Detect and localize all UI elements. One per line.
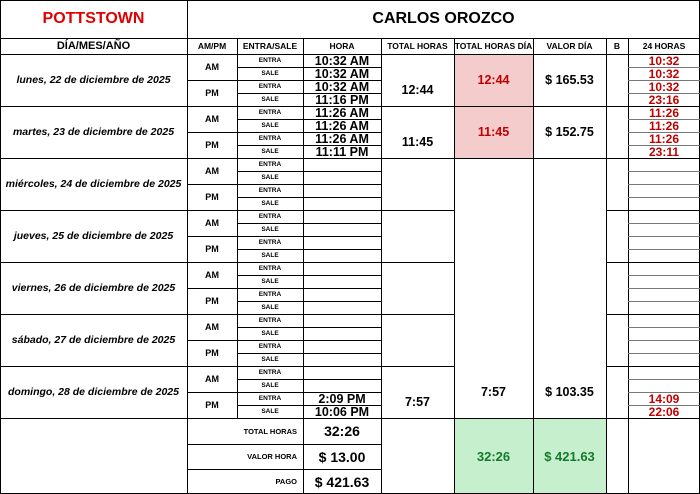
grid-line <box>628 223 700 224</box>
grid-line <box>237 80 381 81</box>
grid-line <box>628 418 629 494</box>
am-label: AM <box>205 62 219 72</box>
entra-label: ENTRA <box>258 317 282 324</box>
total-day-cell: 7:57 <box>480 385 507 399</box>
time-cell[interactable]: 10:32 AM <box>314 54 370 67</box>
time-cell[interactable]: 11:26 AM <box>315 132 369 145</box>
time-cell[interactable] <box>303 184 381 197</box>
grid-line <box>187 132 237 133</box>
sale-label: SALE <box>261 70 279 77</box>
employee-name: CARLOS OROZCO <box>372 10 515 27</box>
entra-label: ENTRA <box>258 57 282 64</box>
total-day-cell: 12:44 <box>477 73 510 87</box>
h24-cell <box>628 340 700 353</box>
am-label: AM <box>205 322 219 332</box>
h24-cell <box>628 249 700 262</box>
grid-line <box>454 158 606 159</box>
grid-line <box>381 418 382 494</box>
grid-line <box>303 418 304 494</box>
am-label: AM <box>205 114 219 124</box>
time-cell[interactable]: 2:09 PM <box>318 392 366 405</box>
header-day-value: VALOR DÍA <box>546 41 593 51</box>
header-ampm: AM/PM <box>197 41 227 51</box>
total-hours-cell: 7:57 <box>404 395 431 410</box>
entra-label: ENTRA <box>258 291 282 298</box>
h24-cell: 11:26 <box>648 106 680 119</box>
header-total-hours: TOTAL HORAS <box>387 41 448 51</box>
grid-line <box>628 93 700 94</box>
grid-line <box>237 145 381 146</box>
sale-label: SALE <box>261 304 279 311</box>
pm-label: PM <box>205 140 219 150</box>
grid-line <box>628 119 700 120</box>
h24-cell <box>628 301 700 314</box>
total-hours-cell <box>381 184 454 205</box>
h24-cell: 10:32 <box>648 67 680 80</box>
grid-line <box>606 38 607 418</box>
pm-label: PM <box>205 244 219 254</box>
day-value-cell <box>533 262 606 314</box>
time-cell[interactable]: 11:26 AM <box>315 106 369 119</box>
grid-line <box>0 158 454 159</box>
time-cell[interactable] <box>303 366 381 379</box>
sale-label: SALE <box>261 174 279 181</box>
grid-line <box>187 236 237 237</box>
grid-line <box>0 366 454 367</box>
h24-cell <box>628 379 700 392</box>
sale-label: SALE <box>261 278 279 285</box>
h24-cell: 23:16 <box>648 93 680 106</box>
h24-cell <box>628 327 700 340</box>
time-cell[interactable] <box>303 327 381 340</box>
grid-line <box>0 210 454 211</box>
grid-line <box>0 314 454 315</box>
h24-cell <box>628 288 700 301</box>
grid-line <box>237 197 381 198</box>
grid-line <box>0 0 1 494</box>
sale-label: SALE <box>261 252 279 259</box>
total-hours-label: TOTAL HORAS <box>243 426 297 436</box>
entra-label: ENTRA <box>258 109 282 116</box>
time-cell[interactable] <box>303 353 381 366</box>
grid-line <box>237 171 381 172</box>
time-cell[interactable] <box>303 210 381 223</box>
grid-line <box>628 38 629 418</box>
day-value-cell <box>533 314 606 366</box>
h24-cell <box>628 366 700 379</box>
time-cell[interactable]: 11:16 PM <box>315 93 369 106</box>
header-total-day: TOTAL HORAS DÍA <box>454 41 533 51</box>
total-day-cell <box>454 158 533 210</box>
h24-cell: 22:06 <box>648 405 680 418</box>
grid-line <box>628 275 700 276</box>
h24-cell <box>628 184 700 197</box>
grid-line <box>606 54 700 55</box>
grid-line <box>628 249 700 250</box>
grid-line <box>237 249 381 250</box>
entra-label: ENTRA <box>258 187 282 194</box>
time-cell[interactable]: 10:32 AM <box>314 80 370 93</box>
grid-line <box>237 38 238 418</box>
grid-line <box>628 392 700 393</box>
grid-line <box>606 106 700 107</box>
total-hours-value: 32:26 <box>324 423 360 439</box>
grid-line <box>237 93 381 94</box>
total-day-cell: 11:45 <box>477 125 510 139</box>
h24-cell <box>628 353 700 366</box>
location-title: POTTSTOWN <box>42 10 145 27</box>
grid-line <box>628 379 700 380</box>
grid-line <box>187 0 188 494</box>
header-h24: 24 HORAS <box>642 41 686 51</box>
day-value-cell <box>533 158 606 210</box>
grid-line <box>0 262 454 263</box>
grid-line <box>187 444 381 445</box>
grid-line <box>187 80 237 81</box>
h24-cell <box>628 262 700 275</box>
grid-line <box>187 469 381 470</box>
day-date: sábado, 27 de diciembre de 2025 <box>11 334 176 346</box>
h24-cell <box>628 158 700 171</box>
sale-label: SALE <box>261 356 279 363</box>
grid-line <box>187 340 237 341</box>
time-cell[interactable] <box>303 314 381 327</box>
entra-label: ENTRA <box>258 83 282 90</box>
rate-label: VALOR HORA <box>247 452 297 461</box>
pay-label: PAGO <box>275 477 297 486</box>
grid-line <box>187 184 237 185</box>
day-value-cell: $ 152.75 <box>545 125 594 139</box>
entra-label: ENTRA <box>258 369 282 376</box>
grid-line <box>237 184 381 185</box>
grid-line <box>187 288 237 289</box>
day-value-cell: $ 165.53 <box>545 73 594 87</box>
day-date: domingo, 28 de diciembre de 2025 <box>8 386 179 398</box>
time-cell[interactable] <box>303 223 381 236</box>
grid-line <box>381 38 382 418</box>
pm-label: PM <box>205 192 219 202</box>
total-hours-cell <box>381 288 454 309</box>
time-cell[interactable]: 10:06 PM <box>314 405 370 418</box>
grid-line <box>606 418 607 494</box>
summary-total-hours: 32:26 <box>476 448 511 464</box>
header-inout: ENTRA/SALE <box>242 41 298 51</box>
time-cell[interactable] <box>303 236 381 249</box>
time-cell[interactable] <box>303 340 381 353</box>
h24-cell <box>628 197 700 210</box>
entra-label: ENTRA <box>258 265 282 272</box>
grid-line <box>628 301 700 302</box>
am-label: AM <box>205 374 219 384</box>
grid-line <box>628 236 700 237</box>
grid-line <box>237 223 381 224</box>
h24-cell: 14:09 <box>648 392 680 405</box>
b-cell[interactable] <box>606 106 628 158</box>
time-cell[interactable]: 11:11 PM <box>315 145 369 158</box>
pm-label: PM <box>205 348 219 358</box>
time-cell[interactable] <box>303 262 381 275</box>
total-hours-cell: 11:45 <box>401 135 434 150</box>
time-cell[interactable] <box>303 197 381 210</box>
header-date: DÍA/MES/AÑO <box>56 40 131 52</box>
b-cell[interactable] <box>606 262 628 314</box>
sale-label: SALE <box>261 96 279 103</box>
grid-line <box>628 405 700 406</box>
pay-value: $ 421.63 <box>314 473 370 490</box>
grid-line <box>606 262 700 263</box>
header-b: B <box>613 41 621 51</box>
h24-cell <box>628 236 700 249</box>
time-cell[interactable] <box>303 275 381 288</box>
grid-line <box>303 38 304 418</box>
grid-line <box>0 54 454 55</box>
h24-cell: 11:26 <box>648 119 680 132</box>
grid-line <box>533 418 534 494</box>
rate-value: $ 13.00 <box>318 448 366 465</box>
am-label: AM <box>205 270 219 280</box>
entra-label: ENTRA <box>258 135 282 142</box>
grid-line <box>454 38 455 418</box>
h24-cell <box>628 171 700 184</box>
header-hour: HORA <box>329 41 355 51</box>
sale-label: SALE <box>261 122 279 129</box>
grid-line <box>628 327 700 328</box>
grid-line <box>628 197 700 198</box>
entra-label: ENTRA <box>258 161 282 168</box>
h24-cell: 10:32 <box>648 80 680 93</box>
pm-label: PM <box>205 400 219 410</box>
sale-label: SALE <box>261 330 279 337</box>
sale-label: SALE <box>261 408 279 415</box>
grid-line <box>533 38 534 418</box>
grid-line <box>237 327 381 328</box>
grid-line <box>237 405 381 406</box>
day-date: martes, 23 de diciembre de 2025 <box>12 126 175 138</box>
grid-line <box>628 353 700 354</box>
h24-cell: 23:11 <box>648 145 680 158</box>
sale-label: SALE <box>261 148 279 155</box>
sale-label: SALE <box>261 382 279 389</box>
day-value-cell <box>533 210 606 262</box>
grid-line <box>237 340 381 341</box>
total-day-cell <box>454 210 533 262</box>
grid-line <box>237 392 381 393</box>
grid-line <box>628 184 700 185</box>
grid-line <box>606 314 700 315</box>
grid-line <box>237 119 381 120</box>
grid-line <box>187 392 237 393</box>
grid-line <box>237 67 381 68</box>
total-hours-cell <box>381 340 454 361</box>
time-cell[interactable] <box>303 301 381 314</box>
grid-line <box>606 210 700 211</box>
sale-label: SALE <box>261 200 279 207</box>
grid-line <box>628 132 700 133</box>
time-cell[interactable]: 11:26 AM <box>315 119 369 132</box>
grid-line <box>628 145 700 146</box>
time-cell[interactable] <box>303 288 381 301</box>
grid-line <box>237 301 381 302</box>
summary-total-value: $ 421.63 <box>544 448 595 464</box>
grid-line <box>454 54 606 55</box>
b-cell[interactable] <box>606 54 628 106</box>
entra-label: ENTRA <box>258 213 282 220</box>
grid-line <box>237 236 381 237</box>
total-hours-cell: 12:44 <box>401 83 434 98</box>
grid-line <box>628 288 700 289</box>
total-day-cell <box>454 262 533 314</box>
total-day-cell <box>454 314 533 366</box>
grid-line <box>237 353 381 354</box>
b-cell[interactable] <box>606 158 628 210</box>
grid-line <box>628 67 700 68</box>
total-hours-cell <box>381 236 454 257</box>
pm-label: PM <box>205 88 219 98</box>
grid-line <box>237 275 381 276</box>
grid-line <box>237 132 381 133</box>
am-label: AM <box>205 166 219 176</box>
b-cell[interactable] <box>606 314 628 366</box>
h24-cell <box>628 223 700 236</box>
b-cell[interactable] <box>606 366 628 418</box>
grid-line <box>0 38 700 39</box>
grid-line <box>606 366 700 367</box>
h24-cell <box>628 314 700 327</box>
h24-cell <box>628 210 700 223</box>
grid-line <box>454 418 455 494</box>
day-date: lunes, 22 de diciembre de 2025 <box>16 74 171 86</box>
h24-cell: 11:26 <box>648 132 680 145</box>
time-cell[interactable] <box>303 379 381 392</box>
time-cell[interactable] <box>303 158 381 171</box>
entra-label: ENTRA <box>258 239 282 246</box>
day-date: jueves, 25 de diciembre de 2025 <box>13 230 174 242</box>
sale-label: SALE <box>261 226 279 233</box>
grid-line <box>628 171 700 172</box>
grid-line <box>237 288 381 289</box>
b-cell[interactable] <box>606 210 628 262</box>
grid-line <box>0 0 700 1</box>
grid-line <box>237 379 381 380</box>
day-date: miércoles, 24 de diciembre de 2025 <box>5 178 182 190</box>
pm-label: PM <box>205 296 219 306</box>
grid-line <box>454 106 606 107</box>
day-value-cell: $ 103.35 <box>545 385 594 399</box>
time-cell[interactable] <box>303 171 381 184</box>
grid-line <box>628 80 700 81</box>
grid-line <box>628 340 700 341</box>
grid-line <box>0 418 700 419</box>
am-label: AM <box>205 218 219 228</box>
grid-line <box>606 158 700 159</box>
h24-cell <box>628 275 700 288</box>
time-cell[interactable]: 10:32 AM <box>314 67 370 80</box>
entra-label: ENTRA <box>258 395 282 402</box>
day-date: viernes, 26 de diciembre de 2025 <box>11 282 176 294</box>
grid-line <box>0 106 454 107</box>
entra-label: ENTRA <box>258 343 282 350</box>
h24-cell: 10:32 <box>648 54 680 67</box>
time-cell[interactable] <box>303 249 381 262</box>
